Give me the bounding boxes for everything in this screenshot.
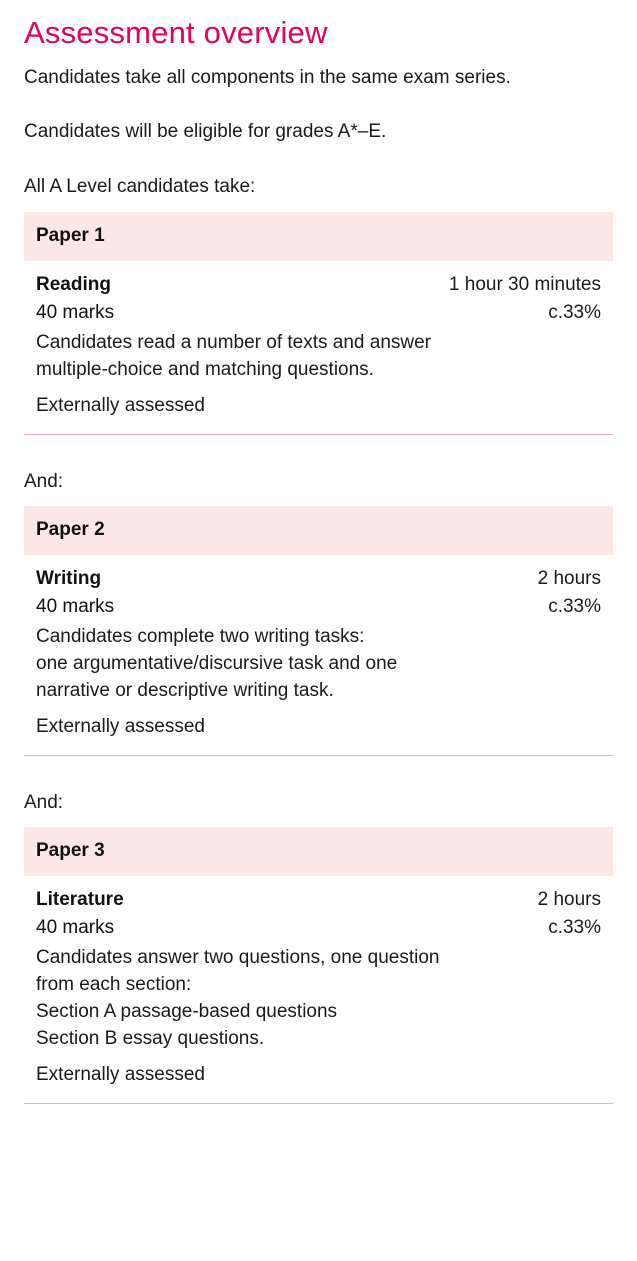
paper-description-2 [36,624,601,705]
paper-header-3 [24,827,613,876]
paper-description-line: from each section: [36,974,192,996]
paper-marks-2: 40 marks [36,595,115,617]
paper-duration-1: 1 hour 30 minutes [448,274,601,295]
paper-assessment-3: Externally assessed [36,1064,205,1086]
intro-paragraph-2: Candidates will be eligible for grades A*–E. [24,120,387,142]
paper-description-1 [36,330,601,384]
paper-title-1: Paper 1 [36,225,105,247]
paper-component-name-2: Writing [36,568,102,590]
paper-marks-row-3 [36,914,601,942]
paper-block-2 [24,506,613,755]
paper-component-name-1: Reading [36,274,111,295]
paper-body-3 [24,876,613,1104]
paper-description-line: narrative or descriptive writing task. [36,680,334,702]
paper-description-line: Candidates complete two writing tasks: [36,626,365,648]
paper-block-3 [24,827,613,1103]
paper-component-row-3 [36,886,601,914]
and-label-1: And: [24,470,64,492]
lead-in-text: All A Level candidates take: [24,176,256,198]
paper-body-2 [24,555,613,756]
paper-title-3: Paper 3 [36,840,105,862]
paper-weighting-3: c.33% [548,916,601,938]
paper-duration-3: 2 hours [537,889,601,911]
page-title: Assessment overview [24,15,328,50]
and-label-2: And: [24,791,64,813]
paper-component-row-2 [36,565,601,593]
paper-description-line: Section A passage-based questions [36,1001,338,1023]
paper-assessment-1: Externally assessed [36,395,205,417]
paper-duration-2: 2 hours [537,568,601,590]
paper-marks-row-1 [36,299,601,327]
paper-description-3 [36,945,601,1053]
paper-component-name-3: Literature [36,889,124,911]
paper-description-line: one argumentative/discursive task and one [36,653,398,675]
paper-description-line: Candidates answer two questions, one question [36,947,440,969]
paper-title-2: Paper 2 [36,519,105,541]
paper-description-line: multiple-choice and matching questions. [36,359,374,381]
paper-block-1 [24,212,613,434]
paper-marks-3: 40 marks [36,916,115,938]
paper-marks-1: 40 marks [36,301,115,323]
paper-component-row-1 [36,271,601,299]
paper-marks-row-2 [36,593,601,621]
paper-header-1 [24,212,613,261]
paper-body-1 [24,261,613,435]
paper-weighting-1: c.33% [548,301,601,323]
intro-paragraph-1: Candidates take all components in the same exam series. [24,67,511,89]
paper-description-line: Candidates read a number of texts and answer [36,332,432,354]
paper-assessment-2: Externally assessed [36,716,205,738]
paper-header-2 [24,506,613,555]
paper-description-line: Section B essay questions. [36,1028,265,1050]
paper-weighting-2: c.33% [548,595,601,617]
